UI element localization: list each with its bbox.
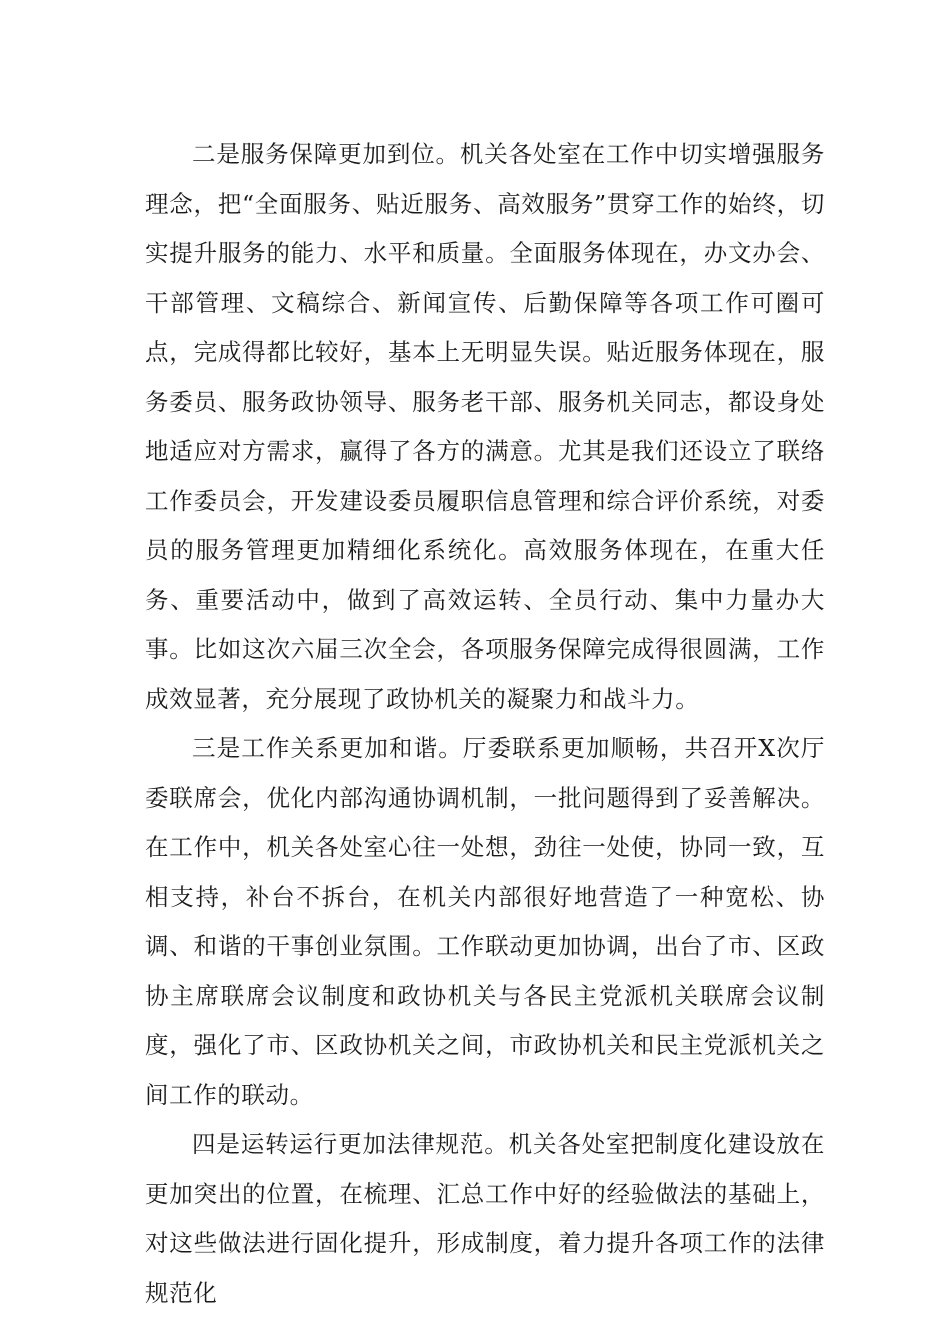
paragraph-operation-standards: 四是运转运行更加法律规范。机关各处室把制度化建设放在更加突出的位置，在梳理、汇总工作中好的经验做法的基础上，对这些做法进行固化提升，形成制度，着力提升各项工作的法律规范化 — [145, 1130, 825, 1307]
paragraph-work-relations: 三是工作关系更加和谐。厅委联系更加顺畅，共召开X次厅委联席会，优化内部沟通协调机制，一批问题得到了妥善解决。在工作中，机关各处室心往一处想，劲往一处使，协同一致，互相支持，补台不拆台，在机关内部很好地营造了一种宽松、协调、和谐的干事创业氛围。工作联动更加协调，出台了市、区政协主席联席会议制度和政协机关与各民主党派机关联席会议制度，强化了市、区政协机关之间，市政协机关和民主党派机关之间工作的联动。 — [145, 734, 825, 1109]
document-body — [145, 130, 825, 1318]
paragraph-service-guarantee: 二是服务保障更加到位。机关各处室在工作中切实增强服务理念，把“全面服务、贴近服务、高效服务”贯穿工作的始终，切实提升服务的能力、水平和质量。全面服务体现在，办文办会、干部管理、文稿综合、新闻宣传、后勤保障等各项工作可圈可点，完成得都比较好，基本上无明显失误。贴近服务体现在，服务委员、服务政协领导、服务老干部、服务机关同志，都设身处地适应对方需求，赢得了各方的满意。尤其是我们还设立了联络工作委员会，开发建设委员履职信息管理和综合评价系统，对委员的服务管理更加精细化系统化。高效服务体现在，在重大任务、重要活动中，做到了高效运转、全员行动、集中力量办大事。比如这次六届三次全会，各项服务保障完成得很圆满，工作成效显著，充分展现了政协机关的凝聚力和战斗力。 — [145, 140, 825, 713]
